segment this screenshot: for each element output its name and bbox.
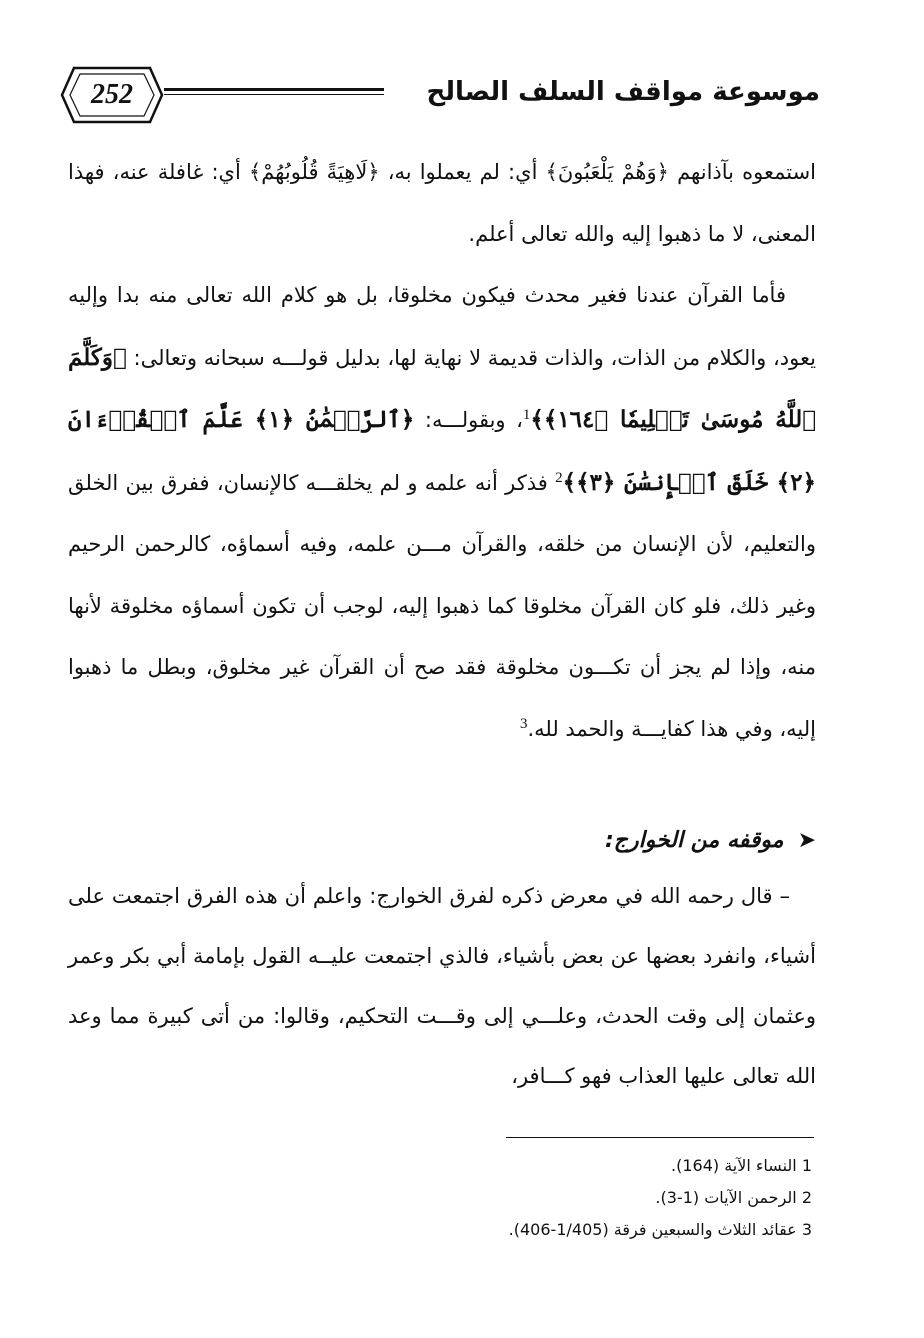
footnotes [360,1150,812,1246]
header-divider [164,88,384,98]
section-text [68,866,816,1106]
book-title: موسوعة مواقف السلف الصالح [426,77,820,107]
footnote-ref-1: 1 [522,407,531,423]
section-paragraph: – قال رحمه الله في معرض ذكره لفرق الخوارج: واعلم أن هذه الفرق اجتمعت على أشياء، وانفرد بعضها عن بعض بأشياء، فالذي اجتمعت عليــه القول بإمامة أبي بكر وعمر وعثمان إلى وقت الحدث، وعلـــي إلى وقـــت التحكيم، وقالوا: من أتى كبيرة مما وعد الله تعالى عليها العذاب فهو كـــافر، [68,884,816,1088]
footnote-ref-3: 3 [519,715,528,732]
page-number: 252 [91,79,133,110]
paragraph-1: استمعوه بآذانهم ﴿وَهُمْ يَلْعَبُونَ﴾ أي: لم يعملوا به، ﴿لَاهِيَةً قُلُوبُهُمْ﴾ أي: غافلة عنه، فهذا المعنى، لا ما ذهبوا إليه والله تعالى أعلم. [68,160,816,246]
page-number-badge [60,64,164,126]
arrow-bullet-icon: ➤ [797,828,816,853]
footnote-3: 3 عقائد الثلاث والسبعين فرقة (1/405-406). [508,1220,812,1239]
footnote-ref-2: 2 [555,469,563,486]
paragraph-3-text: فذكر أنه علمه و لم يخلقـــه كالإنسان، ففرق بين الخلق والتعليم، لأن الإنسان من خلقه، والقرآن مـــن علمه، وفيه أسماؤه، كالرحمن الرحيم وغير ذلك، فلو كان القرآن مخلوقا كما ذهبوا إليه، لوجب أن تكون أسماؤه مخلوقة لأنها منه، وإذا لم يجز أن تكـــون مخلوقة فقد صح أن القرآن غير مخلوق، وبطل ما ذهبوا إليه، وفي هذا كفايـــة والحمد لله. [68,470,816,741]
paragraph-2-text: فأما القرآن عندنا فغير محدث فيكون مخلوقا، بل هو كلام الله تعالى منه بدا وإليه يعود، والكلام من الذات، والذات قديمة لا نهاية لها، بدليل قولـــه سبحانه وتعالى: [68,283,816,370]
paragraph-2 [68,265,816,760]
quran-verse-2: ﴿ٱلرَّحۡمَٰنُ ﴿١﴾ عَلَّمَ ٱلۡقُرۡءَانَ ﴿٢﴾ خَلَقَ ٱلۡإِنسَٰنَ ﴿٣﴾﴾ [68,406,816,496]
section-heading-text: موقفه من الخوارج: [605,828,784,853]
section-heading [68,812,816,870]
footnote-1: 1 النساء الآية (164). [671,1156,812,1175]
quran-verse-1: ﴿وَكَلَّمَ ٱللَّهُ مُوسَىٰ تَكۡلِيمٗا ﴿١٦٤﴾﴾ [68,343,817,433]
footnote-2: 2 الرحمن الآيات (1-3). [655,1188,812,1207]
main-text [68,142,816,760]
text-between-verses: ، وبقولـــه: [424,408,523,432]
page-header [60,58,820,138]
footnote-divider [506,1137,814,1138]
